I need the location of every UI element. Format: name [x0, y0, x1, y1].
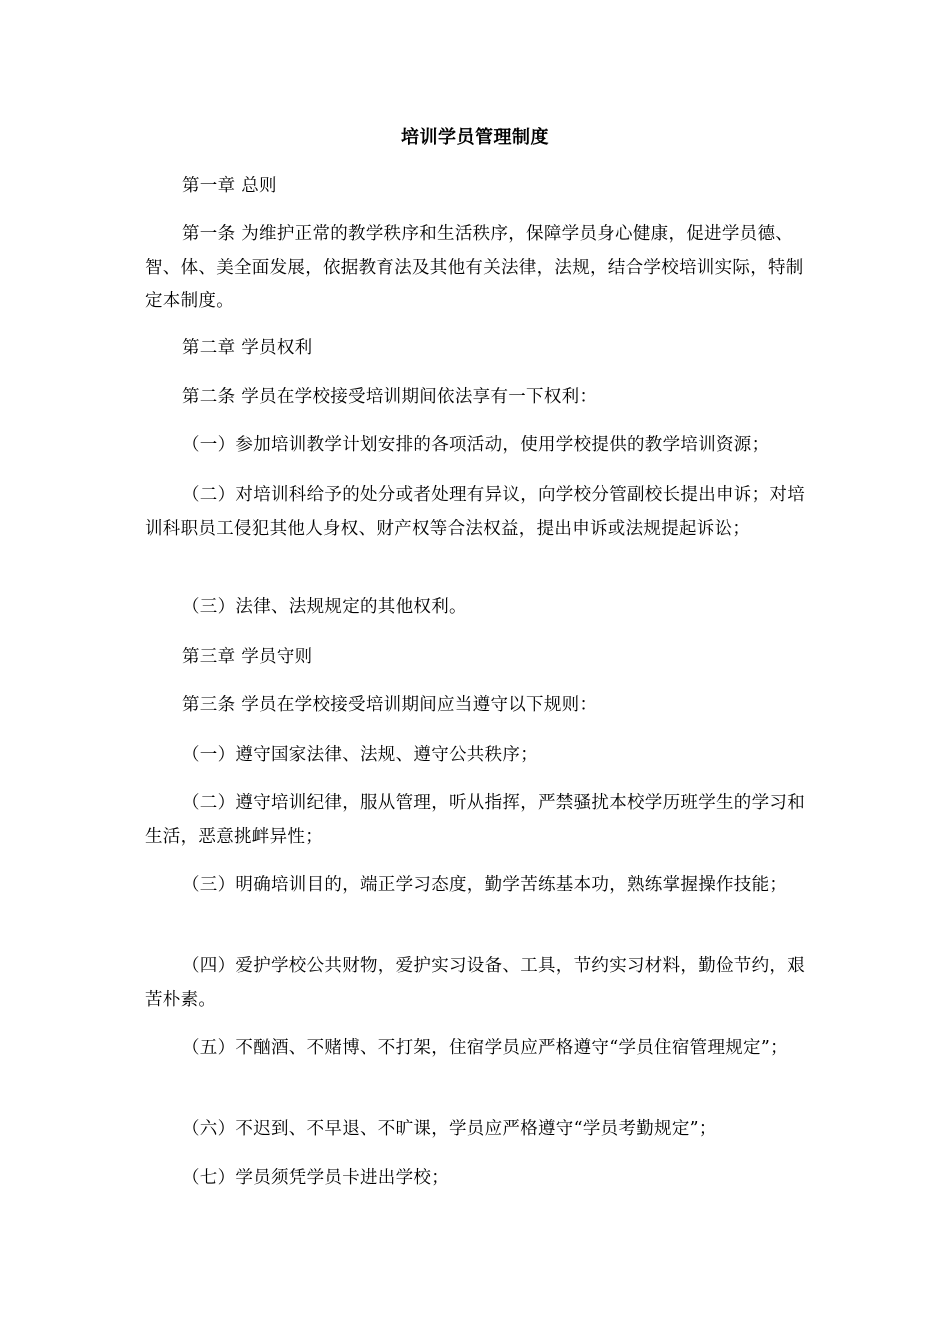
- document-title: 培训学员管理制度: [401, 127, 549, 148]
- article-3-item-7: （七）学员须凭学员卡进出学校；: [182, 1168, 449, 1188]
- chapter-2-heading: 第二章 学员权利: [182, 338, 313, 358]
- article-3-item-5: （五）不酗酒、不赌博、不打架，住宿学员应严格遵守“学员住宿管理规定”；: [182, 1038, 788, 1058]
- chapter-1-heading: 第一章 总则: [182, 176, 277, 196]
- article-2-item-1: （一）参加培训教学计划安排的各项活动，使用学校提供的教学培训资源；: [182, 435, 770, 455]
- article-1: 第一条 为维护正常的教学秩序和生活秩序，保障学员身心健康，促进学员德、智、体、美全面发展，依据教育法及其他有关法律，法规，结合学校培训实际，特制定本制度。: [145, 224, 804, 311]
- article-3-item-2: （二）遵守培训纪律，服从管理，听从指挥，严禁骚扰本校学历班学生的学习和生活，恶意挑衅异性；: [145, 793, 805, 847]
- article-3-item-3: （三）明确培训目的，端正学习态度，勤学苦练基本功，熟练掌握操作技能；: [182, 875, 788, 895]
- article-3-item-6: （六）不迟到、不早退、不旷课，学员应严格遵守“学员考勤规定”；: [182, 1119, 717, 1139]
- article-3-item-1: （一）遵守国家法律、法规、遵守公共秩序；: [182, 745, 538, 765]
- article-2-item-3: （三）法律、法规规定的其他权利。: [182, 597, 467, 617]
- chapter-3-heading: 第三章 学员守则: [182, 647, 313, 667]
- article-2: 第二条 学员在学校接受培训期间依法享有一下权利：: [182, 387, 598, 407]
- article-2-item-2: （二）对培训科给予的处分或者处理有异议，向学校分管副校长提出申诉；对培训科职员工侵犯其他人身权、财产权等合法权益，提出申诉或法规提起诉讼；: [145, 485, 805, 539]
- article-3-item-4: （四）爱护学校公共财物，爱护实习设备、工具，节约实习材料，勤俭节约，艰苦朴素。: [145, 956, 805, 1010]
- article-3: 第三条 学员在学校接受培训期间应当遵守以下规则：: [182, 695, 598, 715]
